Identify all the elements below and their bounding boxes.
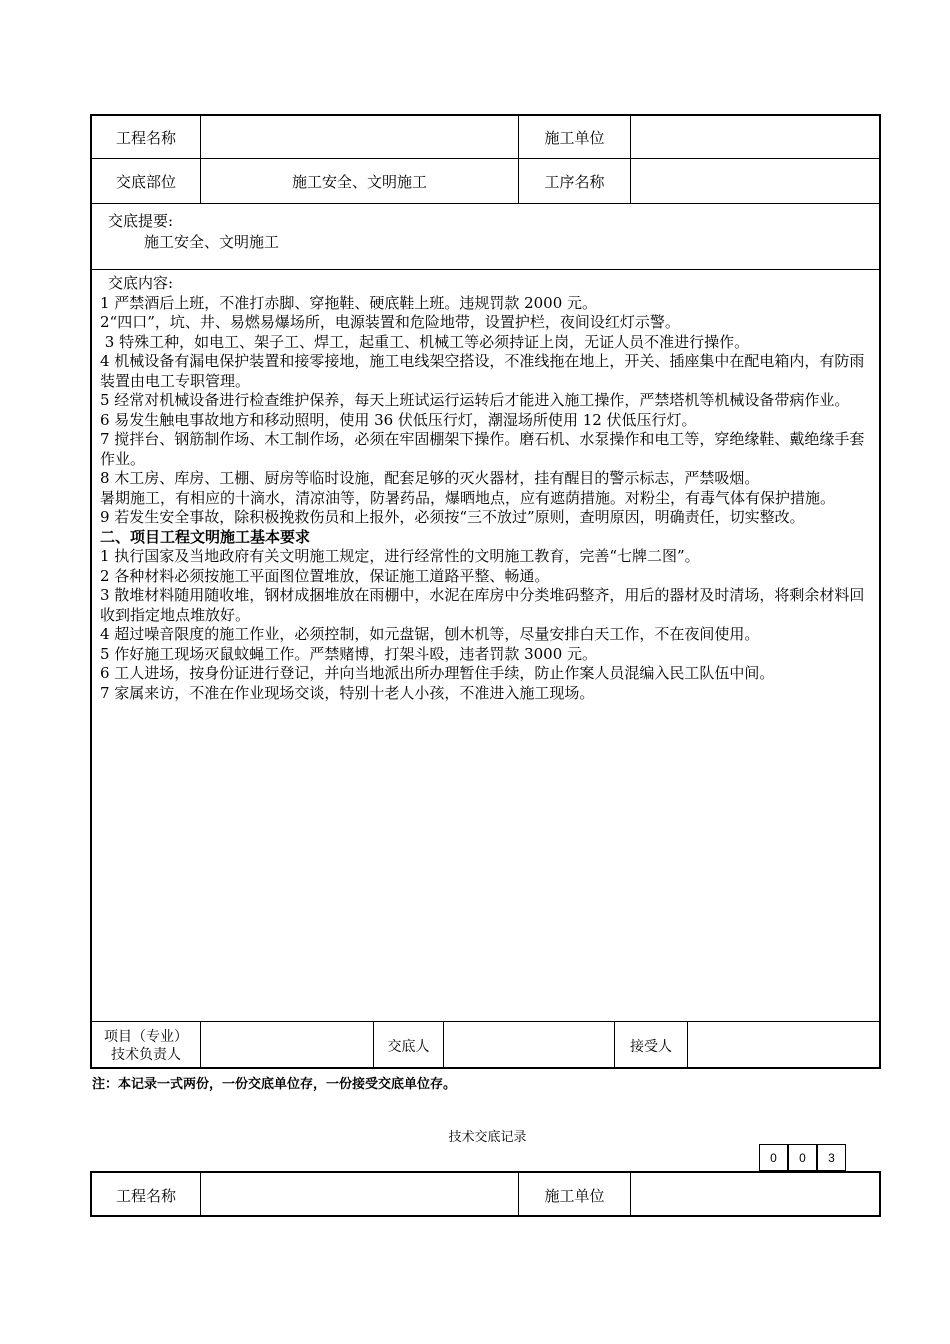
tech-lead-label xyxy=(92,1022,201,1069)
content-item-6: 6 易发生触电事故地方和移动照明，使用 36 伏低压行灯，潮湿场所使用 12 伏低压行灯。 xyxy=(100,410,697,429)
row-signatures xyxy=(92,1022,879,1069)
content-item-8b: 暑期施工，有相应的十滴水，清凉油等，防暑药品，爆晒地点，应有遮荫措施。对粉尘，有毒气体有保护措施。 xyxy=(100,488,836,507)
content-block xyxy=(100,274,873,703)
row-content xyxy=(92,270,879,1022)
location-value[interactable]: 施工安全、文明施工 xyxy=(201,159,519,203)
content-item-7: 7 搅拌台、钢筋制作场、木工制作场，必须在牢固棚架下操作。磨石机、水泵操作和电工等，穿绝缘鞋、戴绝缘手套作业。 xyxy=(100,430,865,468)
form2-construction-unit-label: 施工单位 xyxy=(519,1173,631,1217)
discloser-label: 交底人 xyxy=(374,1022,444,1069)
project-name-value[interactable] xyxy=(201,116,519,158)
content-item-4: 4 机械设备有漏电保护装置和接零接地，施工电线架空搭设，不准线拖在地上，开关、插座集中在配电箱内，有防雨装置由电工专职管理。 xyxy=(100,352,865,390)
process-label: 工序名称 xyxy=(519,159,631,203)
construction-unit-value[interactable] xyxy=(631,116,879,158)
form2-project-name-label: 工程名称 xyxy=(92,1173,201,1217)
record-note: 注：本记录一式两份，一份交底单位存，一份接受交底单位存。 xyxy=(92,1077,457,1092)
row-location xyxy=(92,159,879,204)
summary-label: 交底提要: xyxy=(108,212,174,230)
section2-heading: 二、项目工程文明施工基本要求 xyxy=(100,527,311,546)
content-item-9: 9 若发生安全事故，除积极挽救伤员和上报外，必须按“三不放过”原则，查明原因，明确责任，切实整改。 xyxy=(100,508,805,526)
form2-row-project-name xyxy=(92,1173,879,1217)
section2-item-7: 7 家属来访，不准在作业现场交谈，特别十老人小孩，不准进入施工现场。 xyxy=(100,683,595,702)
disclosure-form-1 xyxy=(90,114,881,1069)
construction-unit-label: 施工单位 xyxy=(519,116,631,158)
row-project-name xyxy=(92,116,879,159)
section2-item-3: 3 散堆材料随用随收堆，钢材成捆堆放在雨棚中，水泥在库房中分类堆码整齐，用后的器材及时清场，将剩余材料回收到指定地点堆放好。 xyxy=(100,586,865,624)
content-item-8: 8 木工房、库房、工棚、厨房等临时设施，配套足够的灭火器材，挂有醒目的警示标志，严禁吸烟。 xyxy=(100,469,760,487)
location-label: 交底部位 xyxy=(92,159,201,203)
section2-item-6: 6 工人进场，按身份证进行登记，并向当地派出所办理暂住手续，防止作案人员混编入民工队伍中间。 xyxy=(100,664,775,682)
form2-title: 技术交底记录 xyxy=(448,1130,527,1145)
content-item-2: 2“四口”，坑、井、易燃易爆场所，电源装置和危险地带，设置护栏，夜间设红灯示警。 xyxy=(100,313,680,331)
tech-lead-label-line1: 项目（专业） xyxy=(104,1028,188,1045)
process-value[interactable] xyxy=(631,159,879,203)
summary-value[interactable]: 施工安全、文明施工 xyxy=(144,233,280,251)
record-number-digit-2: 0 xyxy=(788,1144,817,1171)
content-item-3: 3 特殊工种，如电工、架子工、焊工，起重工、机械工等必须持证上岗，无证人员不准进行操作。 xyxy=(100,332,750,351)
disclosure-form-2 xyxy=(90,1171,881,1217)
section2-item-5: 5 作好施工现场灭鼠蚊蝇工作。严禁赌博，打架斗殴，违者罚款 3000 元。 xyxy=(100,644,598,663)
receiver-label: 接受人 xyxy=(615,1022,688,1069)
discloser-value[interactable] xyxy=(444,1022,615,1069)
record-number-digit-3: 3 xyxy=(817,1144,846,1171)
row-summary xyxy=(92,204,879,270)
section2-item-2: 2 各种材料必须按施工平面图位置堆放，保证施工道路平整、畅通。 xyxy=(100,566,550,585)
form2-project-name-value[interactable] xyxy=(201,1173,519,1217)
content-item-1: 1 严禁酒后上班，不准打赤脚、穿拖鞋、硬底鞋上班。违规罚款 2000 元。 xyxy=(100,293,598,312)
content-item-5: 5 经常对机械设备进行检查维护保养，每天上班试运行运转后才能进入施工操作，严禁塔机等机械设备带病作业。 xyxy=(100,391,850,409)
form2-construction-unit-value[interactable] xyxy=(631,1173,879,1217)
record-number-digit-1: 0 xyxy=(759,1144,788,1171)
tech-lead-value[interactable] xyxy=(201,1022,374,1069)
tech-lead-label-line2: 技术负责人 xyxy=(111,1046,181,1063)
section2-item-4: 4 超过噪音限度的施工作业，必须控制，如元盘锯，刨木机等，尽量安排白天工作，不在夜间使用。 xyxy=(100,625,760,643)
section2-item-1: 1 执行国家及当地政府有关文明施工规定，进行经常性的文明施工教育，完善“七牌二图”。 xyxy=(100,547,700,565)
receiver-value[interactable] xyxy=(688,1022,879,1069)
content-label: 交底内容: xyxy=(108,274,174,292)
project-name-label: 工程名称 xyxy=(92,116,201,158)
